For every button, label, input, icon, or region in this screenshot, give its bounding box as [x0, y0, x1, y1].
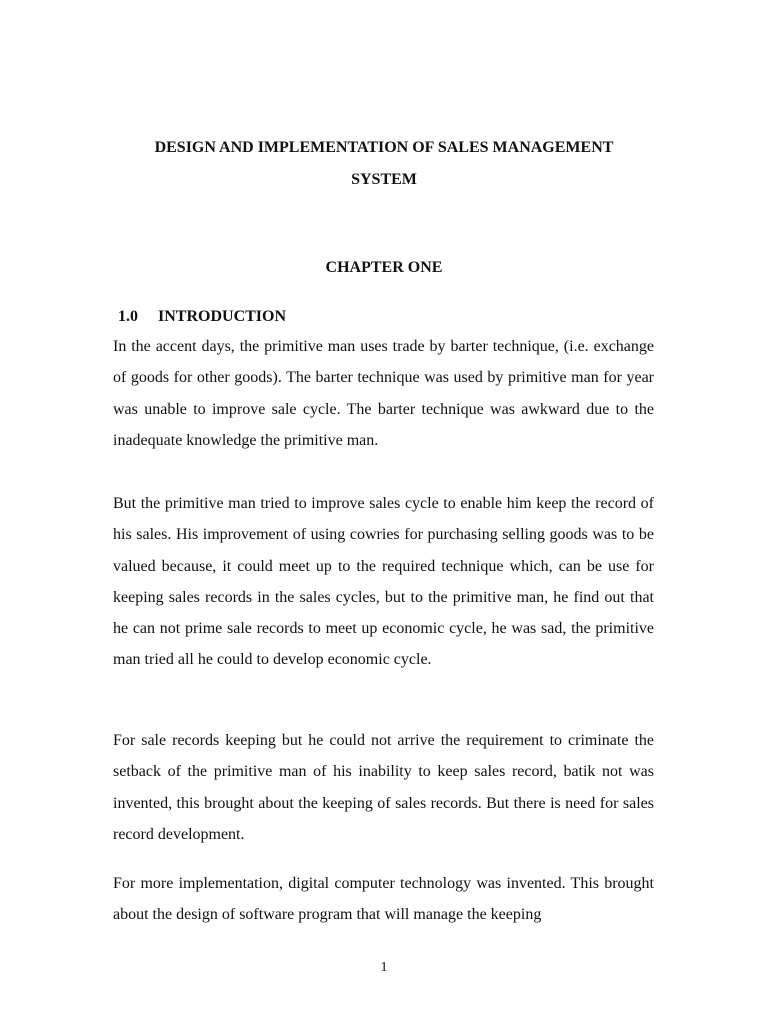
chapter-heading: CHAPTER ONE — [325, 259, 443, 276]
document-title-line-2: SYSTEM — [351, 171, 417, 188]
paragraph-4: For more implementation, digital computer technology was invented. This brought about the design of software program that will manage the keeping — [113, 875, 654, 924]
paragraph-3: For sale records keeping but he could not arrive the requirement to criminate the setback of the primitive man of his inability to keep sales record, batik not was invented, this brought about the keeping of sales records. But there is need for sales record development. — [113, 732, 654, 843]
section-heading — [118, 307, 286, 327]
paragraph-2: But the primitive man tried to improve sales cycle to enable him keep the record of his sales. His improvement of using cowries for purchasing selling goods was to be valued because, it could meet up to the required technique which, can be use for keeping sales records in the sales cycles, but to the primitive man, he find out that he can not prime sale records to meet up economic cycle, he was sad, the primitive man tried all he could to develop economic cycle. — [113, 495, 654, 669]
page-number: 1 — [380, 960, 388, 975]
section-number: 1.0 — [118, 308, 138, 325]
document-title-line-1: DESIGN AND IMPLEMENTATION OF SALES MANAGEMENT — [154, 139, 614, 156]
section-title: INTRODUCTION — [158, 308, 287, 325]
paragraph-1: In the accent days, the primitive man uses trade by barter technique, (i.e. exchange of goods for other goods). The barter technique was used by primitive man for year was unable to improve sale cycle. The barter technique was awkward due to the inadequate knowledge the primitive man. — [113, 338, 654, 449]
